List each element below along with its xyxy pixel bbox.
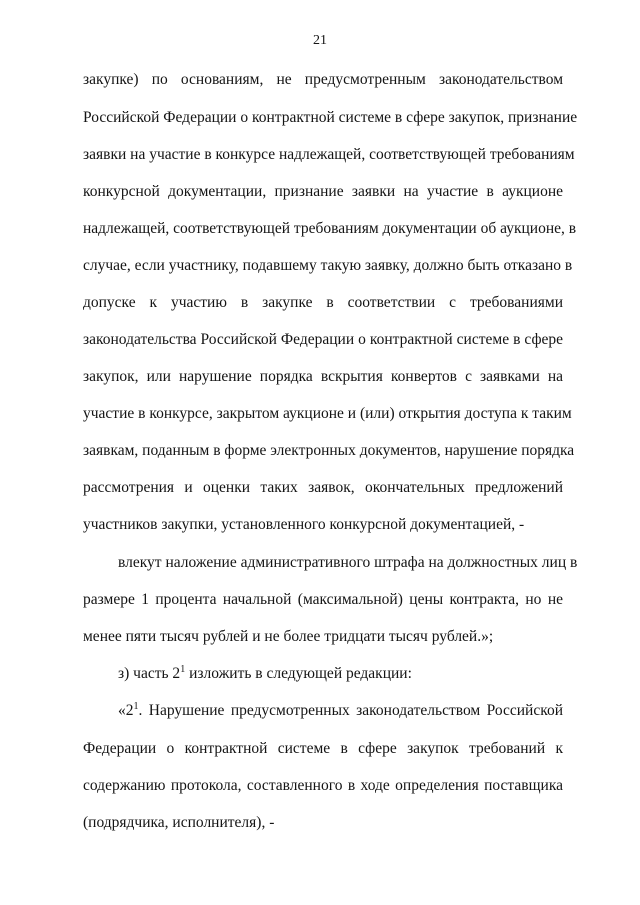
amendment-line <box>118 664 563 684</box>
text-line: заявки на участие в конкурсе надлежащей, соответствующей требованиям <box>83 146 575 163</box>
quoted-article-line <box>118 701 563 721</box>
text-line: рассмотрения и оценки таких заявок, окончательных предложений <box>83 479 563 496</box>
text-line: закупок, или нарушение порядка вскрытия конвертов с заявками на <box>83 368 563 385</box>
page-number: 21 <box>313 33 327 48</box>
text-line: менее пяти тысяч рублей и не более тридцати тысяч рублей.»; <box>83 628 494 645</box>
amendment-text-after: изложить в следующей редакции: <box>185 665 412 682</box>
text-line: Федерации о контрактной системе в сфере закупок требований к <box>83 740 563 757</box>
text-line: участников закупки, установленного конкурсной документацией, - <box>83 516 525 533</box>
superscript: 1 <box>133 701 139 712</box>
text-line: законодательства Российской Федерации о контрактной системе в сфере <box>83 331 563 348</box>
text-line: участие в конкурсе, закрытом аукционе и (или) открытия доступа к таким <box>83 405 572 422</box>
text-line: случае, если участнику, подавшему такую заявку, должно быть отказано в <box>83 257 573 274</box>
article-number: «2 <box>118 702 134 719</box>
amendment-text-before: з) часть 2 <box>118 665 181 682</box>
text-line: допуске к участию в закупке в соответствии с требованиями <box>83 294 563 311</box>
text-line: закупке) по основаниям, не предусмотренным законодательством <box>83 71 563 88</box>
text-line: Российской Федерации о контрактной системе в сфере закупок, признание <box>83 109 578 126</box>
article-text: . Нарушение предусмотренных законодательством Российской <box>138 702 563 719</box>
text-line: конкурсной документации, признание заявки на участие в аукционе <box>83 183 563 200</box>
text-line: содержанию протокола, составленного в ходе определения поставщика <box>83 777 563 794</box>
text-line: влекут наложение административного штрафа на должностных лиц в <box>118 554 578 571</box>
text-line: надлежащей, соответствующей требованиям документации об аукционе, в <box>83 220 577 237</box>
text-line: заявкам, поданным в форме электронных документов, нарушение порядка <box>83 442 575 459</box>
text-line: размере 1 процента начальной (максимальной) цены контракта, но не <box>83 591 563 608</box>
text-line: (подрядчика, исполнителя), - <box>83 814 275 831</box>
superscript: 1 <box>180 664 186 675</box>
